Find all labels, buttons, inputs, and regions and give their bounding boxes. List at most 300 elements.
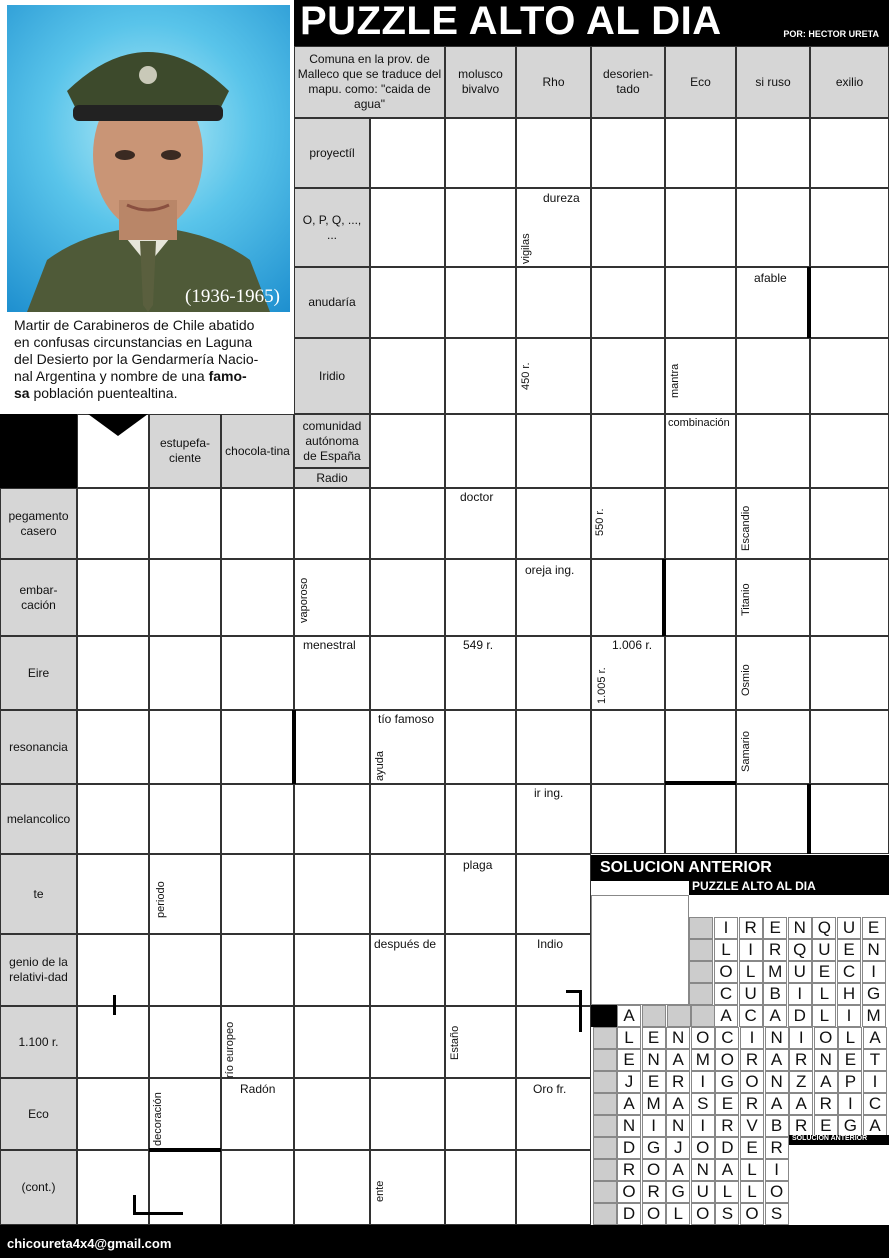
solution-letter: E — [740, 1137, 764, 1159]
grid-cell[interactable] — [810, 414, 889, 488]
clue-estupefaciente: estupefa-ciente — [149, 414, 221, 488]
solution-blank-cell — [689, 983, 713, 1005]
solution-letter: N — [642, 1049, 666, 1071]
grid-cell[interactable] — [370, 559, 445, 636]
solution-letter: L — [740, 1181, 764, 1203]
solution-letter: D — [617, 1137, 641, 1159]
thick-border — [292, 710, 296, 784]
grid-cell[interactable] — [370, 414, 445, 488]
grid-cell[interactable] — [591, 188, 665, 267]
grid-cell[interactable] — [445, 710, 516, 784]
solution-letter: L — [666, 1203, 690, 1225]
grid-cell[interactable] — [591, 784, 665, 854]
caption-line: Martir de Carabineros de Chile abatido — [14, 317, 255, 333]
solution-letter: O — [740, 1203, 764, 1225]
clue-rio-europeo: río europeo — [224, 1021, 236, 1078]
clue-vigilas: vigilas — [520, 233, 532, 264]
solution-letter: E — [617, 1049, 641, 1071]
solution-letter: I — [838, 1093, 862, 1115]
solution-letter: A — [666, 1093, 690, 1115]
grid-cell[interactable] — [810, 188, 889, 267]
grid-cell[interactable] — [370, 118, 445, 188]
solution-letter: V — [740, 1115, 764, 1137]
thick-border — [133, 1212, 183, 1215]
solution-letter: G — [838, 1115, 862, 1137]
clue-indio: Indio — [537, 937, 564, 951]
solution-letter: U — [739, 983, 763, 1005]
grid-cell[interactable] — [665, 636, 736, 710]
solution-letter: A — [666, 1049, 690, 1071]
solution-letter: I — [788, 983, 812, 1005]
solution-blank-cell — [691, 1005, 715, 1027]
clue-genio: genio de la relativi-dad — [0, 934, 77, 1006]
solution-letter: A — [863, 1027, 887, 1049]
grid-cell[interactable] — [736, 188, 810, 267]
grid-cell[interactable] — [591, 118, 665, 188]
clue-desorientado: desorien-tado — [591, 46, 665, 118]
clue-osmio: Osmio — [740, 664, 752, 696]
solution-letter: R — [666, 1071, 690, 1093]
solution-letter: E — [642, 1071, 666, 1093]
clue-mantra: mantra — [669, 363, 681, 398]
clue-ir: ir ing. — [534, 786, 564, 800]
clue-estano: Estaño — [449, 1025, 461, 1060]
solution-letter: A — [863, 1115, 887, 1137]
caption-line: del Desierto por la Gendarmería Nacio- — [14, 351, 259, 367]
clue-iridio: Iridio — [294, 338, 370, 414]
grid-cell[interactable] — [445, 784, 516, 854]
grid-cell[interactable] — [516, 488, 591, 559]
solution-letter: N — [765, 1027, 789, 1049]
clue-ente: ente — [374, 1180, 386, 1202]
author-credit: POR: HECTOR URETA — [783, 29, 879, 39]
solution-letter: N — [666, 1115, 690, 1137]
solution-letter: O — [617, 1181, 641, 1203]
solution-corner — [591, 1005, 617, 1027]
thick-border — [807, 784, 811, 854]
grid-cell[interactable] — [810, 559, 889, 636]
solution-blank-cell — [689, 917, 713, 939]
clue-radon: Radón — [240, 1082, 276, 1096]
solution-letter: I — [739, 939, 763, 961]
clue-vaporoso: vaporoso — [298, 577, 310, 623]
grid-cell[interactable] — [221, 636, 294, 710]
solution-blank-cell — [593, 1181, 617, 1203]
grid-cell[interactable] — [149, 1006, 221, 1078]
grid-cell[interactable] — [221, 1150, 294, 1225]
solution-subtitle: PUZZLE ALTO AL DIA — [692, 879, 816, 893]
solution-letter: E — [838, 1049, 862, 1071]
grid-cell[interactable] — [149, 934, 221, 1006]
solution-letter: A — [765, 1093, 789, 1115]
clue-comunidad: comunidad autónoma de España — [294, 414, 370, 468]
solution-letter: C — [739, 1005, 763, 1027]
grid-cell[interactable] — [370, 488, 445, 559]
solution-letter: R — [715, 1115, 739, 1137]
clue-oreja: oreja ing. — [525, 563, 575, 577]
solution-letter: I — [837, 1005, 861, 1027]
solution-letter: I — [765, 1159, 789, 1181]
solution-blank-cell — [593, 1159, 617, 1181]
solution-letter: E — [862, 917, 886, 939]
clue-exilio: exilio — [810, 46, 889, 118]
solution-letter: R — [814, 1093, 838, 1115]
grid-cell[interactable] — [294, 1006, 370, 1078]
clue-1006: 1.006 r. — [612, 638, 653, 652]
clue-1100: 1.100 r. — [0, 1006, 77, 1078]
clue-samario: Samario — [740, 731, 752, 772]
grid-cell[interactable] — [221, 559, 294, 636]
solution-letter: O — [642, 1203, 666, 1225]
clue-eco-left: Eco — [0, 1078, 77, 1150]
portrait-illustration — [7, 5, 290, 312]
solution-letter: M — [691, 1049, 715, 1071]
clue-450: 450 r. — [520, 362, 532, 390]
solution-bar-label: SOLUCION ANTERIOR — [792, 1135, 868, 1142]
solution-letter: E — [763, 917, 787, 939]
grid-cell[interactable] — [516, 118, 591, 188]
clue-molusco: molusco bivalvo — [445, 46, 516, 118]
clue-comuna: Comuna en la prov. de Malleco que se traduce del mapu. como: "caida de agua" — [294, 46, 445, 118]
solution-letter: N — [765, 1071, 789, 1093]
solution-blank-cell — [593, 1093, 617, 1115]
solution-letter: M — [862, 1005, 886, 1027]
caption-line: en confusas circunstancias en Laguna — [14, 334, 253, 350]
solution-letter: J — [666, 1137, 690, 1159]
solution-letter: U — [812, 939, 836, 961]
grid-cell[interactable] — [370, 1078, 445, 1150]
clue-titanio: Titanio — [740, 583, 752, 616]
grid-cell[interactable] — [294, 934, 370, 1006]
grid-cell[interactable] — [77, 488, 149, 559]
grid-cell[interactable] — [736, 338, 810, 414]
grid-cell[interactable] — [591, 559, 665, 636]
solution-letter: E — [812, 961, 836, 983]
solution-letter: H — [837, 983, 861, 1005]
solution-letter: M — [763, 961, 787, 983]
solution-letter: L — [617, 1027, 641, 1049]
solution-letter: J — [617, 1071, 641, 1093]
caption-bold: famo- — [208, 368, 247, 384]
grid-cell[interactable] — [294, 488, 370, 559]
solution-letter: L — [740, 1159, 764, 1181]
solution-letter: G — [715, 1071, 739, 1093]
solution-letter: R — [740, 1049, 764, 1071]
solution-letter: A — [714, 1005, 738, 1027]
grid-cell[interactable] — [736, 118, 810, 188]
solution-letter: O — [765, 1181, 789, 1203]
solution-letter: U — [837, 917, 861, 939]
solution-letter: C — [715, 1027, 739, 1049]
solution-letter: L — [838, 1027, 862, 1049]
solution-letter: O — [714, 961, 738, 983]
grid-cell[interactable] — [370, 1006, 445, 1078]
solution-blank-cell — [667, 1005, 691, 1027]
solution-letter: I — [691, 1071, 715, 1093]
solution-blank-cell — [593, 1027, 617, 1049]
solution-letter: O — [740, 1071, 764, 1093]
grid-cell[interactable] — [370, 636, 445, 710]
solution-letter: N — [814, 1049, 838, 1071]
solution-letter: D — [788, 1005, 812, 1027]
grid-cell[interactable] — [294, 784, 370, 854]
solution-letter: N — [862, 939, 886, 961]
clue-radio: Radio — [294, 468, 370, 488]
grid-cell[interactable] — [77, 784, 149, 854]
solution-letter: G — [666, 1181, 690, 1203]
grid-cell[interactable] — [370, 784, 445, 854]
solution-letter: S — [691, 1093, 715, 1115]
grid-cell[interactable] — [810, 636, 889, 710]
grid-cell[interactable] — [77, 1006, 149, 1078]
clue-tio-famoso: tío famoso — [378, 712, 435, 726]
grid-cell[interactable] — [736, 784, 810, 854]
contact-email: chicoureta4x4@gmail.com — [7, 1236, 172, 1251]
grid-cell[interactable] — [665, 784, 736, 854]
grid-cell[interactable] — [370, 338, 445, 414]
grid-cell[interactable] — [77, 559, 149, 636]
solution-letter: M — [642, 1093, 666, 1115]
grid-cell[interactable] — [445, 188, 516, 267]
grid-cell[interactable] — [370, 854, 445, 934]
clue-periodo: periodo — [155, 881, 167, 918]
grid-cell[interactable] — [445, 338, 516, 414]
solution-letter: I — [642, 1115, 666, 1137]
clue-rho: Rho — [516, 46, 591, 118]
clue-decoracion: decoración — [152, 1092, 164, 1146]
grid-cell[interactable] — [810, 267, 889, 338]
clue-te: te — [0, 854, 77, 934]
grid-cell[interactable] — [445, 1150, 516, 1225]
grid-cell[interactable] — [665, 488, 736, 559]
solution-letter: T — [863, 1049, 887, 1071]
clue-eire: Eire — [0, 636, 77, 710]
solution-letter: A — [763, 1005, 787, 1027]
grid-cell[interactable] — [665, 710, 736, 784]
caption-line: nal Argentina y nombre de una — [14, 368, 209, 384]
grid-cell[interactable] — [810, 118, 889, 188]
grid-cell[interactable] — [77, 1078, 149, 1150]
solution-letter: N — [691, 1159, 715, 1181]
grid-cell[interactable] — [665, 118, 736, 188]
solution-letter: B — [763, 983, 787, 1005]
solution-letter: E — [715, 1093, 739, 1115]
clue-1005: 1.005 r. — [596, 667, 608, 704]
solution-letter: R — [739, 917, 763, 939]
grid-cell[interactable] — [445, 118, 516, 188]
grid-cell[interactable] — [516, 414, 591, 488]
clue-cont: (cont.) — [0, 1150, 77, 1225]
clue-chocolatina: chocola-tina — [221, 414, 294, 488]
grid-cell[interactable] — [149, 636, 221, 710]
solution-blank-cell — [593, 1137, 617, 1159]
solution-letter: I — [691, 1115, 715, 1137]
clue-melancolico: melancolico — [0, 784, 77, 854]
grid-cell[interactable] — [810, 488, 889, 559]
solution-letter: E — [837, 939, 861, 961]
grid-cell[interactable] — [370, 267, 445, 338]
solution-letter: R — [789, 1049, 813, 1071]
grid-cell[interactable] — [149, 559, 221, 636]
grid-cell[interactable] — [665, 188, 736, 267]
solution-letter: O — [691, 1203, 715, 1225]
grid-cell[interactable] — [810, 784, 889, 854]
grid-cell[interactable] — [294, 710, 370, 784]
grid-cell[interactable] — [294, 854, 370, 934]
solution-letter: P — [838, 1071, 862, 1093]
grid-cell[interactable] — [294, 1078, 370, 1150]
clue-plaga: plaga — [463, 858, 493, 872]
solution-letter: R — [763, 939, 787, 961]
thick-border — [579, 990, 582, 1032]
solution-letter: O — [691, 1137, 715, 1159]
caption-line: población puentealtina. — [29, 385, 178, 401]
grid-cell[interactable] — [665, 559, 736, 636]
solution-letter: L — [715, 1181, 739, 1203]
grid-cell[interactable] — [516, 710, 591, 784]
grid-cell[interactable] — [370, 188, 445, 267]
grid-cell[interactable] — [221, 784, 294, 854]
solution-letter: C — [863, 1093, 887, 1115]
clue-ayuda: ayuda — [374, 751, 386, 781]
solution-letter: E — [814, 1115, 838, 1137]
grid-cell[interactable] — [591, 414, 665, 488]
solution-letter: B — [765, 1115, 789, 1137]
grid-cell[interactable] — [591, 710, 665, 784]
clue-proyectil: proyectíl — [294, 118, 370, 188]
grid-cell[interactable] — [516, 1150, 591, 1225]
thick-border — [149, 1148, 221, 1152]
solution-blank — [789, 1145, 889, 1225]
clue-opq: O, P, Q, ..., ... — [294, 188, 370, 267]
down-arrow-icon — [88, 414, 148, 438]
clue-si-ruso: si ruso — [736, 46, 810, 118]
clue-despues: después de — [374, 937, 437, 951]
solution-letter: C — [714, 983, 738, 1005]
thick-border — [113, 995, 116, 1015]
solution-letter: D — [617, 1203, 641, 1225]
corner-block — [0, 414, 77, 488]
solution-letter: R — [617, 1159, 641, 1181]
solution-letter: N — [617, 1115, 641, 1137]
caption-bold: sa — [14, 385, 30, 401]
clue-550: 550 r. — [594, 508, 606, 536]
solution-letter: S — [765, 1203, 789, 1225]
grid-cell[interactable] — [445, 934, 516, 1006]
solution-blank-cell — [593, 1049, 617, 1071]
solution-letter: R — [765, 1137, 789, 1159]
solution-letter: Q — [812, 917, 836, 939]
grid-cell[interactable] — [665, 267, 736, 338]
solution-letter: D — [715, 1137, 739, 1159]
solution-letter: A — [789, 1093, 813, 1115]
clue-pegamento: pegamento casero — [0, 488, 77, 559]
grid-cell[interactable] — [294, 1150, 370, 1225]
solution-letter: I — [714, 917, 738, 939]
solution-letter: N — [788, 917, 812, 939]
grid-cell[interactable] — [221, 854, 294, 934]
clue-eco-top: Eco — [665, 46, 736, 118]
solution-letter: U — [788, 961, 812, 983]
solution-letter: L — [812, 1005, 836, 1027]
clue-549: 549 r. — [463, 638, 494, 652]
solution-letter: I — [863, 1071, 887, 1093]
solution-blank-cell — [689, 939, 713, 961]
clue-embarcacion: embar-cación — [0, 559, 77, 636]
solution-letter: A — [765, 1049, 789, 1071]
clue-doctor: doctor — [460, 490, 494, 504]
solution-title: SOLUCION ANTERIOR — [600, 859, 772, 876]
solution-blank-cell — [642, 1005, 666, 1027]
solution-letter: O — [814, 1027, 838, 1049]
clue-oro: Oro fr. — [533, 1082, 567, 1096]
grid-cell[interactable] — [736, 414, 810, 488]
solution-blank-cell — [593, 1115, 617, 1137]
thick-border — [662, 559, 666, 636]
grid-cell[interactable] — [445, 267, 516, 338]
solution-letter: I — [862, 961, 886, 983]
grid-cell[interactable] — [77, 854, 149, 934]
solution-letter: E — [642, 1027, 666, 1049]
page-title: PUZZLE ALTO AL DIA — [300, 0, 722, 43]
grid-cell[interactable] — [77, 710, 149, 784]
solution-letter: G — [862, 983, 886, 1005]
solution-blank-cell — [689, 961, 713, 983]
grid-cell[interactable] — [221, 488, 294, 559]
life-years: (1936-1965) — [185, 286, 280, 307]
solution-letter: O — [642, 1159, 666, 1181]
clue-resonancia: resonancia — [0, 710, 77, 784]
solution-letter: R — [642, 1181, 666, 1203]
grid-cell[interactable] — [445, 559, 516, 636]
solution-letter: S — [715, 1203, 739, 1225]
clue-combinacion: combinación — [668, 417, 730, 429]
solution-letter: Z — [789, 1071, 813, 1093]
solution-letter: A — [617, 1093, 641, 1115]
solution-letter: A — [715, 1159, 739, 1181]
solution-blank-cell — [593, 1071, 617, 1093]
solution-letter: C — [837, 961, 861, 983]
grid-cell[interactable] — [516, 854, 591, 934]
clue-anudaria: anudaría — [294, 267, 370, 338]
grid-cell[interactable] — [516, 636, 591, 710]
solution-blank-cell — [593, 1203, 617, 1225]
grid-cell[interactable] — [445, 414, 516, 488]
grid-cell[interactable] — [149, 784, 221, 854]
grid-cell[interactable] — [149, 710, 221, 784]
grid-cell[interactable] — [591, 267, 665, 338]
solution-letter: R — [740, 1093, 764, 1115]
solution-letter: L — [714, 939, 738, 961]
solution-letter: Q — [788, 939, 812, 961]
grid-cell[interactable] — [149, 488, 221, 559]
grid-cell[interactable] — [77, 636, 149, 710]
solution-photo-area — [591, 895, 689, 1005]
solution-letter: L — [739, 961, 763, 983]
solution-letter: O — [691, 1027, 715, 1049]
grid-cell[interactable] — [445, 1078, 516, 1150]
grid-cell[interactable] — [810, 710, 889, 784]
grid-cell[interactable] — [810, 338, 889, 414]
grid-cell[interactable] — [516, 267, 591, 338]
clue-dureza: dureza — [543, 191, 580, 205]
solution-letter: R — [789, 1115, 813, 1137]
grid-cell[interactable] — [221, 710, 294, 784]
solution-letter: A — [814, 1071, 838, 1093]
grid-cell[interactable] — [221, 934, 294, 1006]
solution-letter: U — [691, 1181, 715, 1203]
grid-cell[interactable] — [591, 338, 665, 414]
